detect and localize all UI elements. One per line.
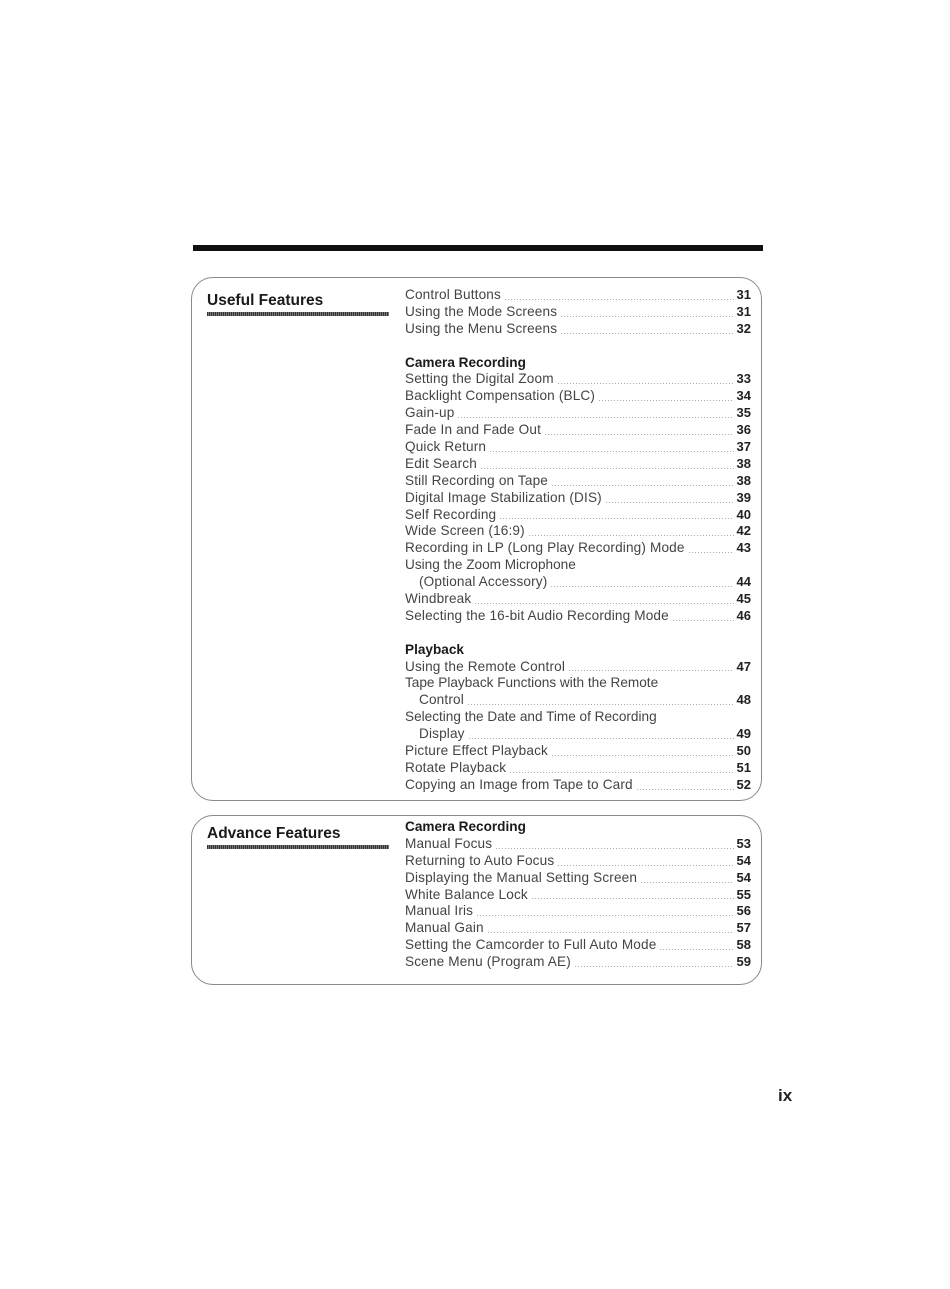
dot-leader (467, 704, 734, 705)
toc-entry[interactable] (405, 439, 751, 456)
useful-features-section (191, 277, 762, 801)
dot-leader (557, 383, 734, 384)
entry-label: Setting the Camcorder to Full Auto Mode (405, 937, 657, 953)
entry-page: 48 (736, 692, 751, 708)
entry-page: 56 (736, 903, 751, 919)
dot-leader (551, 755, 734, 756)
dot-leader (636, 789, 734, 790)
toc-entry[interactable] (405, 507, 751, 524)
dot-leader (504, 299, 734, 300)
entry-page: 59 (736, 954, 751, 970)
entry-label: Edit Search (405, 455, 477, 471)
dot-leader (499, 518, 733, 519)
entry-page: 38 (736, 472, 751, 488)
entry-label-line[interactable]: Selecting the Date and Time of Recording (405, 709, 657, 725)
entry-label: Self Recording (405, 506, 497, 522)
entry-label: Control (419, 692, 464, 708)
entry-page: 55 (736, 886, 751, 902)
toc-entries (405, 819, 751, 971)
dot-leader (487, 932, 734, 933)
dot-leader (688, 552, 734, 553)
entry-label-line[interactable]: Tape Playback Functions with the Remote (405, 675, 659, 691)
entry-page: 36 (736, 422, 751, 438)
entry-page: 53 (736, 835, 751, 851)
entry-label: Setting the Digital Zoom (405, 371, 554, 387)
dot-leader (468, 738, 734, 739)
entry-page: 35 (736, 405, 751, 421)
toc-entry[interactable] (405, 659, 751, 676)
entry-page: 34 (736, 388, 751, 404)
toc-entry[interactable] (405, 287, 751, 304)
entry-label: (Optional Accessory) (419, 574, 548, 590)
entry-page: 54 (736, 852, 751, 868)
subsection-heading: Camera Recording (405, 354, 526, 370)
entry-label: Fade In and Fade Out (405, 422, 542, 438)
dot-leader (457, 417, 733, 418)
toc-entry[interactable] (405, 304, 751, 321)
entry-page: 49 (736, 726, 751, 742)
entry-label: Backlight Compensation (BLC) (405, 388, 596, 404)
toc-entry[interactable] (405, 937, 751, 954)
entry-page: 52 (736, 776, 751, 792)
entry-label: Using the Mode Screens (405, 303, 558, 319)
entry-label: Manual Focus (405, 835, 493, 851)
dot-leader (489, 451, 733, 452)
toc-entry[interactable] (405, 954, 751, 971)
spacer (405, 625, 751, 642)
title-underline (207, 845, 389, 849)
toc-entry[interactable] (405, 388, 751, 405)
entry-label: Manual Iris (405, 903, 474, 919)
toc-entry[interactable] (405, 523, 751, 540)
entry-label: Windbreak (405, 591, 472, 607)
dot-leader (574, 966, 734, 967)
dot-leader (476, 915, 733, 916)
top-rule (193, 245, 763, 251)
section-title: Advance Features (207, 825, 341, 842)
dot-leader (480, 468, 734, 469)
dot-leader (531, 898, 734, 899)
entry-page: 57 (736, 920, 751, 936)
toc-entry[interactable] (405, 490, 751, 507)
entry-page: 37 (736, 439, 751, 455)
entry-page: 39 (736, 489, 751, 505)
entry-label-line[interactable]: Using the Zoom Microphone (405, 557, 576, 573)
toc-entry[interactable] (405, 422, 751, 439)
entry-page: 31 (736, 287, 751, 302)
entry-label: Wide Screen (16:9) (405, 523, 525, 539)
entry-label: Using the Menu Screens (405, 320, 558, 336)
toc-entry[interactable] (405, 760, 751, 777)
toc-entry[interactable] (405, 692, 751, 709)
toc-entry[interactable] (405, 836, 751, 853)
entry-page: 43 (736, 540, 751, 556)
entry-label: Selecting the 16-bit Audio Recording Mode (405, 607, 669, 623)
entry-page: 32 (736, 320, 751, 336)
entry-page: 44 (736, 574, 751, 590)
dot-leader (544, 434, 734, 435)
entry-label: Scene Menu (Program AE) (405, 954, 571, 970)
toc-entry[interactable] (405, 887, 751, 904)
toc-entries (405, 287, 751, 794)
dot-leader (474, 603, 733, 604)
entry-page: 33 (736, 371, 751, 387)
toc-entry[interactable] (405, 473, 751, 490)
spacer (405, 338, 751, 355)
toc-entry[interactable] (405, 777, 751, 794)
dot-leader (557, 865, 733, 866)
entry-label: Gain-up (405, 405, 455, 421)
entry-page: 54 (736, 869, 751, 885)
entry-label: Picture Effect Playback (405, 743, 548, 759)
dot-leader (550, 586, 733, 587)
page-number: ix (778, 1086, 793, 1105)
dot-leader (672, 620, 734, 621)
entry-label: Rotate Playback (405, 759, 507, 775)
toc-entry[interactable] (405, 920, 751, 937)
entry-page: 58 (736, 937, 751, 953)
dot-leader (560, 316, 733, 317)
entry-label: Returning to Auto Focus (405, 852, 555, 868)
entry-page: 50 (736, 743, 751, 759)
entry-label: Digital Image Stabilization (DIS) (405, 489, 602, 505)
entry-label: Recording in LP (Long Play Recording) Mode (405, 540, 685, 556)
dot-leader (528, 535, 734, 536)
entry-page: 51 (736, 759, 751, 775)
toc-entry[interactable] (405, 321, 751, 338)
dot-leader (560, 333, 733, 334)
entry-page: 38 (736, 455, 751, 471)
toc-entry[interactable] (405, 853, 751, 870)
entry-label: Control Buttons (405, 287, 501, 302)
entry-page: 31 (736, 303, 751, 319)
entry-label: Manual Gain (405, 920, 484, 936)
entry-page: 42 (736, 523, 751, 539)
entry-page: 45 (736, 591, 751, 607)
entry-page: 47 (736, 658, 751, 674)
section-title: Useful Features (207, 292, 324, 309)
toc-entry[interactable] (405, 743, 751, 760)
entry-page: 40 (736, 506, 751, 522)
entry-label: Still Recording on Tape (405, 472, 548, 488)
toc-entry[interactable] (405, 870, 751, 887)
dot-leader (551, 485, 734, 486)
toc-entry[interactable] (405, 608, 751, 625)
entry-label: White Balance Lock (405, 886, 528, 902)
entry-label: Display (419, 726, 465, 742)
dot-leader (495, 848, 733, 849)
toc-entry[interactable] (405, 540, 751, 557)
dot-leader (598, 400, 733, 401)
dot-leader (568, 670, 734, 671)
entry-page: 46 (736, 607, 751, 623)
entry-label: Displaying the Manual Setting Screen (405, 869, 638, 885)
toc-entry[interactable] (405, 726, 751, 743)
advance-features-section (191, 815, 762, 985)
dot-leader (509, 772, 733, 773)
dot-leader (605, 502, 734, 503)
subsection-heading: Camera Recording (405, 819, 526, 834)
toc-entry[interactable] (405, 371, 751, 388)
entry-label: Using the Remote Control (405, 658, 566, 674)
toc-entry[interactable] (405, 456, 751, 473)
dot-leader (659, 949, 733, 950)
toc-entry[interactable] (405, 591, 751, 608)
toc-entry[interactable] (405, 405, 751, 422)
dot-leader (640, 882, 733, 883)
toc-entry[interactable] (405, 574, 751, 591)
entry-label: Copying an Image from Tape to Card (405, 776, 633, 792)
entry-label: Quick Return (405, 439, 487, 455)
title-underline (207, 312, 389, 316)
toc-entry[interactable] (405, 903, 751, 920)
subsection-heading: Playback (405, 641, 464, 657)
